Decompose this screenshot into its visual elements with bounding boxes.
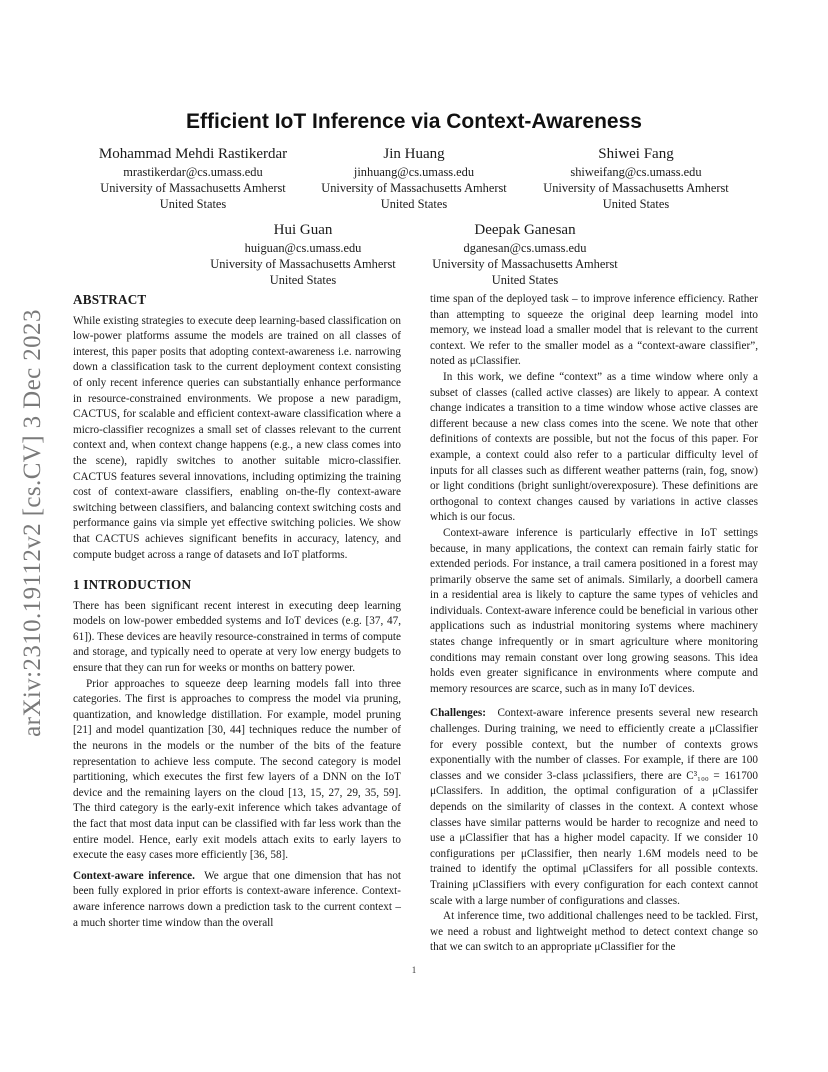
author-4 xyxy=(210,220,396,288)
abstract-text: While existing strategies to execute deep learning-based classification on low-power platforms assume the models are trained on all classes of interest, this paper posits that adopting context-awareness i.e. narrowing down a classification task to the current deployment context consisting of only recent inference queries can substantially enhance performance in resource-constrained environments. We propose a new paradigm, CACTUS, for scalable and efficient context-aware classification where a micro-classifier recognizes a small set of classes relevant to the current context and, when context change happens (e.g., a new class comes into the scene), rapidly switches to another suitable micro-classifier. CACTUS features several innovations, including optimizing the training cost of context-aware classifiers, enabling on-the-fly context-aware switching between classifiers, and balancing context switching costs and performance gains via simple yet effective switching policies. We show that CACTUS achieves significant benefits in accuracy, latency, and compute budget across a range of datasets and IoT platforms. xyxy=(73,314,401,561)
intro-paragraph-1: There has been significant recent interest in executing deep learning models on low-power embedded systems and IoT devices (e.g. [37, 47, 61]). These devices are heavily resource-constrained in terms of compute and storage, and typically need to operate at very low energy budgets to ensure that they can run for weeks or months on battery power. xyxy=(73,599,401,675)
author-1 xyxy=(99,144,287,212)
left-column xyxy=(73,292,401,931)
arxiv-identifier-text: arXiv:2310.19112v2 [cs.CV] 3 Dec 2023 xyxy=(19,309,47,737)
author-email: huiguan@cs.umass.edu xyxy=(244,241,362,255)
right-paragraph-5: At inference time, two additional challenges need to be tackled. First, we need a robust and lightweight method to detect context change so that we can switch to an appropriate μClassifier for the xyxy=(430,910,758,954)
author-email: dganesan@cs.umass.edu xyxy=(463,241,587,255)
author-country: United States xyxy=(269,273,337,287)
author-name: Deepak Ganesan xyxy=(474,222,576,238)
author-email: mrastikerdar@cs.umass.edu xyxy=(123,165,263,179)
author-email: jinhuang@cs.umass.edu xyxy=(353,165,475,179)
intro-paragraph-2: Prior approaches to squeeze deep learning models fall into three categories. The first is approaches to compress the model via pruning, quantization, and knowledge distillation. For example, model pruning [21] and model quantization [30, 44] techniques reduce the number of the neurons in the models or the number of the bits of the feature representation to achieve less compute. The second category is model partitioning, which executes the first few layers of a DNN on the IoT device and the remaining layers on the cloud [13, 15, 27, 29, 35, 59]. The third category is the early-exit inference which takes advantage of the fact that most data input can be classified with far less work than the entire model. Hence, early exit models attach exits to early layers to execute the easy cases more efficiently [36, 58]. xyxy=(73,677,401,862)
right-paragraph-4-text: Context-aware inference presents several new research challenges. During training, we need to efficiently create a μClassifier for every possible context, but the number of contexts grows exponentially with the number of classes. For example, if there are 100 classes and we consider 3-class μclassifiers, there are C³₁₀₀ = 161700 μClassifers. In addition, the optimal configuration of a μClassifer depends on the similarity of classes in the context. A context whose classes have similar patterns would be harder to recognize and need to use a μClassifier that has a higher model capacity. If we consider 10 configurations per μClassifier, then nearly 1.6M models need to be trained to identify the optimal μClassifers for all possible contexts. Training μClassifiers with every configuration for each context cannot scale with a large number of configurations and classes. xyxy=(430,707,758,907)
author-email: shiweifang@cs.umass.edu xyxy=(570,165,702,179)
author-name: Shiwei Fang xyxy=(598,146,674,162)
arxiv-identifier xyxy=(16,288,50,758)
author-affiliation: University of Massachusetts Amherst xyxy=(543,181,729,195)
introduction-heading: 1 INTRODUCTION xyxy=(73,577,192,593)
intro-paragraph-3-text: We argue that one dimension that has not been fully explored in prior efforts is context-aware inference. Context-aware inference narrows down a prediction task to the current context – a much shorter time window than the overall xyxy=(73,869,402,929)
author-5 xyxy=(432,220,618,288)
abstract-heading: ABSTRACT xyxy=(73,292,147,307)
author-name: Hui Guan xyxy=(273,222,333,238)
author-name: Jin Huang xyxy=(383,146,445,162)
author-3 xyxy=(543,144,729,212)
author-name: Mohammad Mehdi Rastikerdar xyxy=(98,146,288,162)
author-2 xyxy=(321,144,507,212)
author-country: United States xyxy=(602,197,670,211)
author-affiliation: University of Massachusetts Amherst xyxy=(321,181,507,195)
author-country: United States xyxy=(380,197,448,211)
author-country: United States xyxy=(159,197,227,211)
right-paragraph-2: In this work, we define “context” as a time window where only a subset of classes (called active classes) are likely to appear. A context change indicates a transition to a time window whose active classes are different because a new class comes into the scene. We note that other definitions of contexts are possible, but not the focus of this paper. For example, a context could also refer to a particular difficulty level of inputs for all classes such as different weather patterns (rain, fog, snow) or light conditions (bright sunlight/overexposure). These definitions are orthogonal to context changes caused by variations in active classes which is our focus. xyxy=(430,370,758,524)
right-column xyxy=(430,292,758,956)
right-paragraph-1: time span of the deployed task – to improve inference efficiency. Rather than attempting to squeeze the original deep learning model into memory, we instead load a smaller model that is relevant to the current context. We refer to the smaller model as a “context-aware classifier”, noted as μClassifier. xyxy=(430,293,758,368)
right-paragraph-4 xyxy=(430,706,758,909)
context-aware-run-in-heading: Context-aware inference. xyxy=(73,869,195,882)
author-affiliation: University of Massachusetts Amherst xyxy=(432,257,618,271)
author-country: United States xyxy=(491,273,559,287)
right-paragraph-3: Context-aware inference is particularly effective in IoT settings because, in many applications, the context can remain fairly static for extended periods. For instance, a trail camera positioned in a forest may primarily observe the same set of animals. Similarly, a doorbell camera in a residential area is likely to capture the same types of vehicles and individuals. Context-aware inference could be beneficial in various other applications such as industrial monitoring systems where machinery states change infrequently or in smart agriculture where monitoring conditions may remain constant over long growing seasons. This idea holds even greater significance in environments where compute and memory resources are scarce, such as in many IoT devices. xyxy=(430,526,758,695)
page-number: 1 xyxy=(411,965,417,975)
author-affiliation: University of Massachusetts Amherst xyxy=(210,257,396,271)
intro-paragraph-3 xyxy=(73,869,401,931)
challenges-run-in-heading: Challenges: xyxy=(430,707,486,720)
paper-title: Efficient IoT Inference via Context-Awareness xyxy=(186,110,642,133)
author-affiliation: University of Massachusetts Amherst xyxy=(100,181,286,195)
